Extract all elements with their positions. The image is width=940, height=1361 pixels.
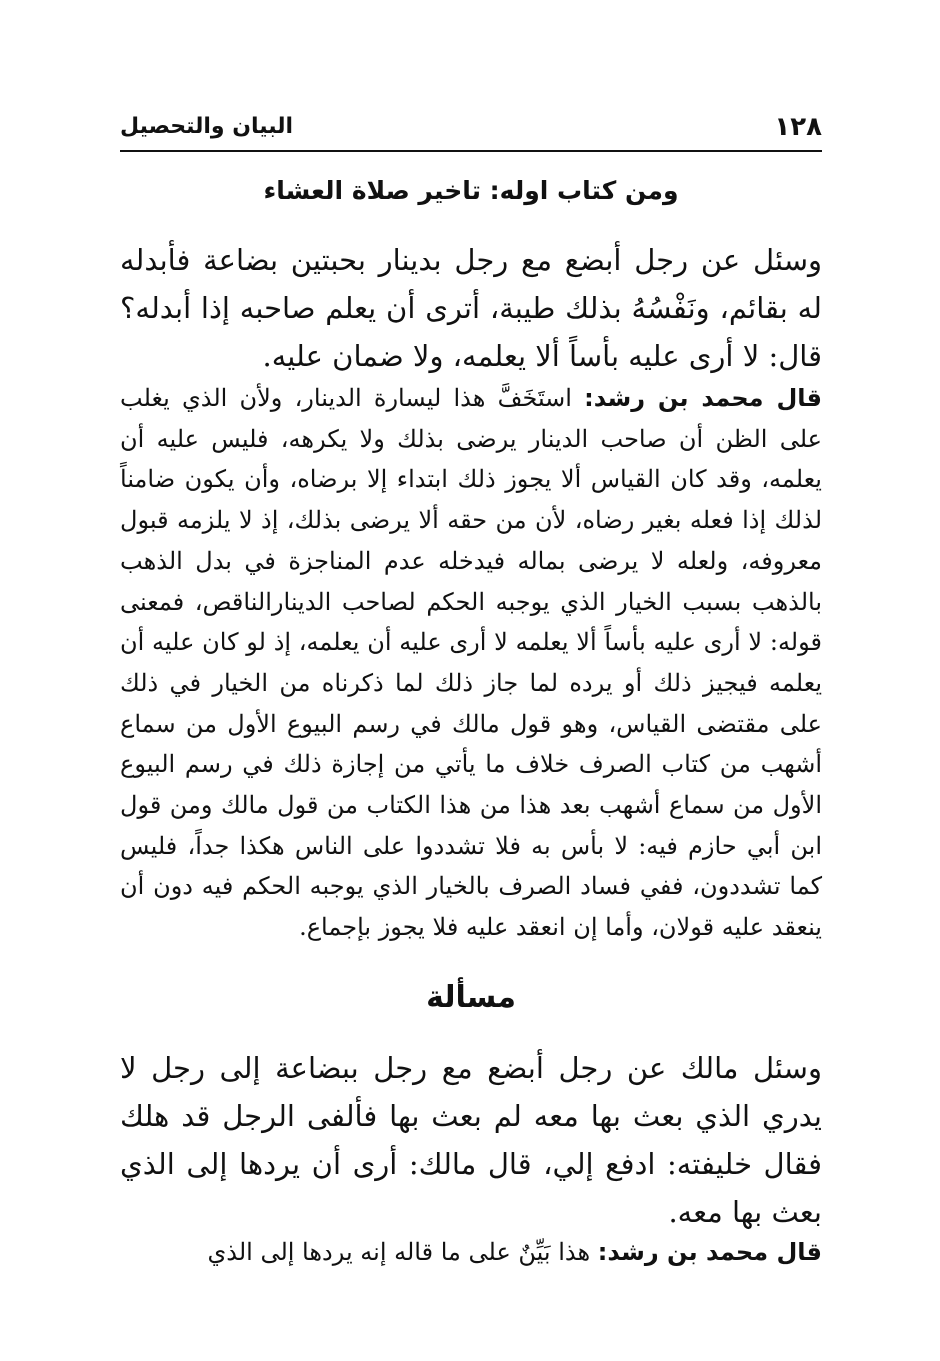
page-number: ١٢٨ [774, 112, 822, 142]
page-header [120, 108, 822, 152]
commentary-paragraph-2 [120, 1232, 822, 1273]
commentary-lead: قال محمد بن رشد: [584, 384, 822, 412]
masala-heading: مسألة [426, 980, 516, 1015]
commentary-text: استَخَفَّ هذا ليسارة الدينار، ولأن الذي يغلب على الظن أن صاحب الدينار يرضى بذلك ولا يكرهه، فليس عليه أن يعلمه، وقد كان القياس ألا يجوز ذلك ابتداء إلا برضاه، وأن يكون ضامناً لذلك إذا فعله بغير رضاه، لأن من حقه ألا يرضى بذلك، إذ لا يلزمه قبول معروفه، ولعله لا يرضى بماله فيدخله عدم المناجزة في بدل الذهب بالذهب بسبب الخيار الذي يوجبه الحكم لصاحب الدينارالناقص، فمعنى قوله: لا أرى عليه بأساً ألا يعلمه لا أرى عليه أن يعلمه، إذ لو كان عليه أن يعلمه فيجيز ذلك أو يرده لما جاز ذلك لما ذكرناه من الخيار في ذلك على مقتضى القياس، وهو قول مالك في رسم البيوع الأول من سماع أشهب من كتاب الصرف خلاف ما يأتي من إجازة ذلك في رسم البيوع الأول من سماع أشهب بعد هذا من هذا الكتاب من قول مالك ومن قول ابن أبي حازم فيه: لا بأس به فلا تشددوا على الناس هكذا جداً، فليس كما تشددون، ففي فساد الصرف بالخيار الذي يوجبه الحكم فيه دون أن ينعقد عليه قولان، وأما إن انعقد عليه فلا يجوز بإجماع. [120, 384, 823, 942]
question-paragraph-1: وسئل عن رجل أبضع مع رجل بدينار بحبتين بضاعة فأبدله له بقائم، ونَفْسُهُ بذلك طيبة، أترى أن يعلم صاحبه إذا أبدله؟ قال: لا أرى عليه بأساً ألا يعلمه، ولا ضمان عليه. [120, 243, 822, 373]
question-paragraph-2: وسئل مالك عن رجل أبضع مع رجل ببضاعة إلى رجل لا يدري الذي بعث بها معه لم بعث بها فألفى الرجل قد هلك فقال خليفته: ادفع إلي، قال مالك: أرى أن يردها إلى الذي بعث بها معه. [120, 1051, 822, 1229]
commentary-paragraph-1 [120, 378, 822, 948]
chapter-heading: ومن كتاب اوله: تاخير صلاة العشاء [263, 176, 679, 205]
commentary-lead: قال محمد بن رشد: [597, 1238, 822, 1266]
running-title: البيان والتحصيل [120, 114, 294, 139]
commentary-text: هذا بَيِّنٌ على ما قاله إنه يردها إلى الذي [207, 1238, 598, 1266]
